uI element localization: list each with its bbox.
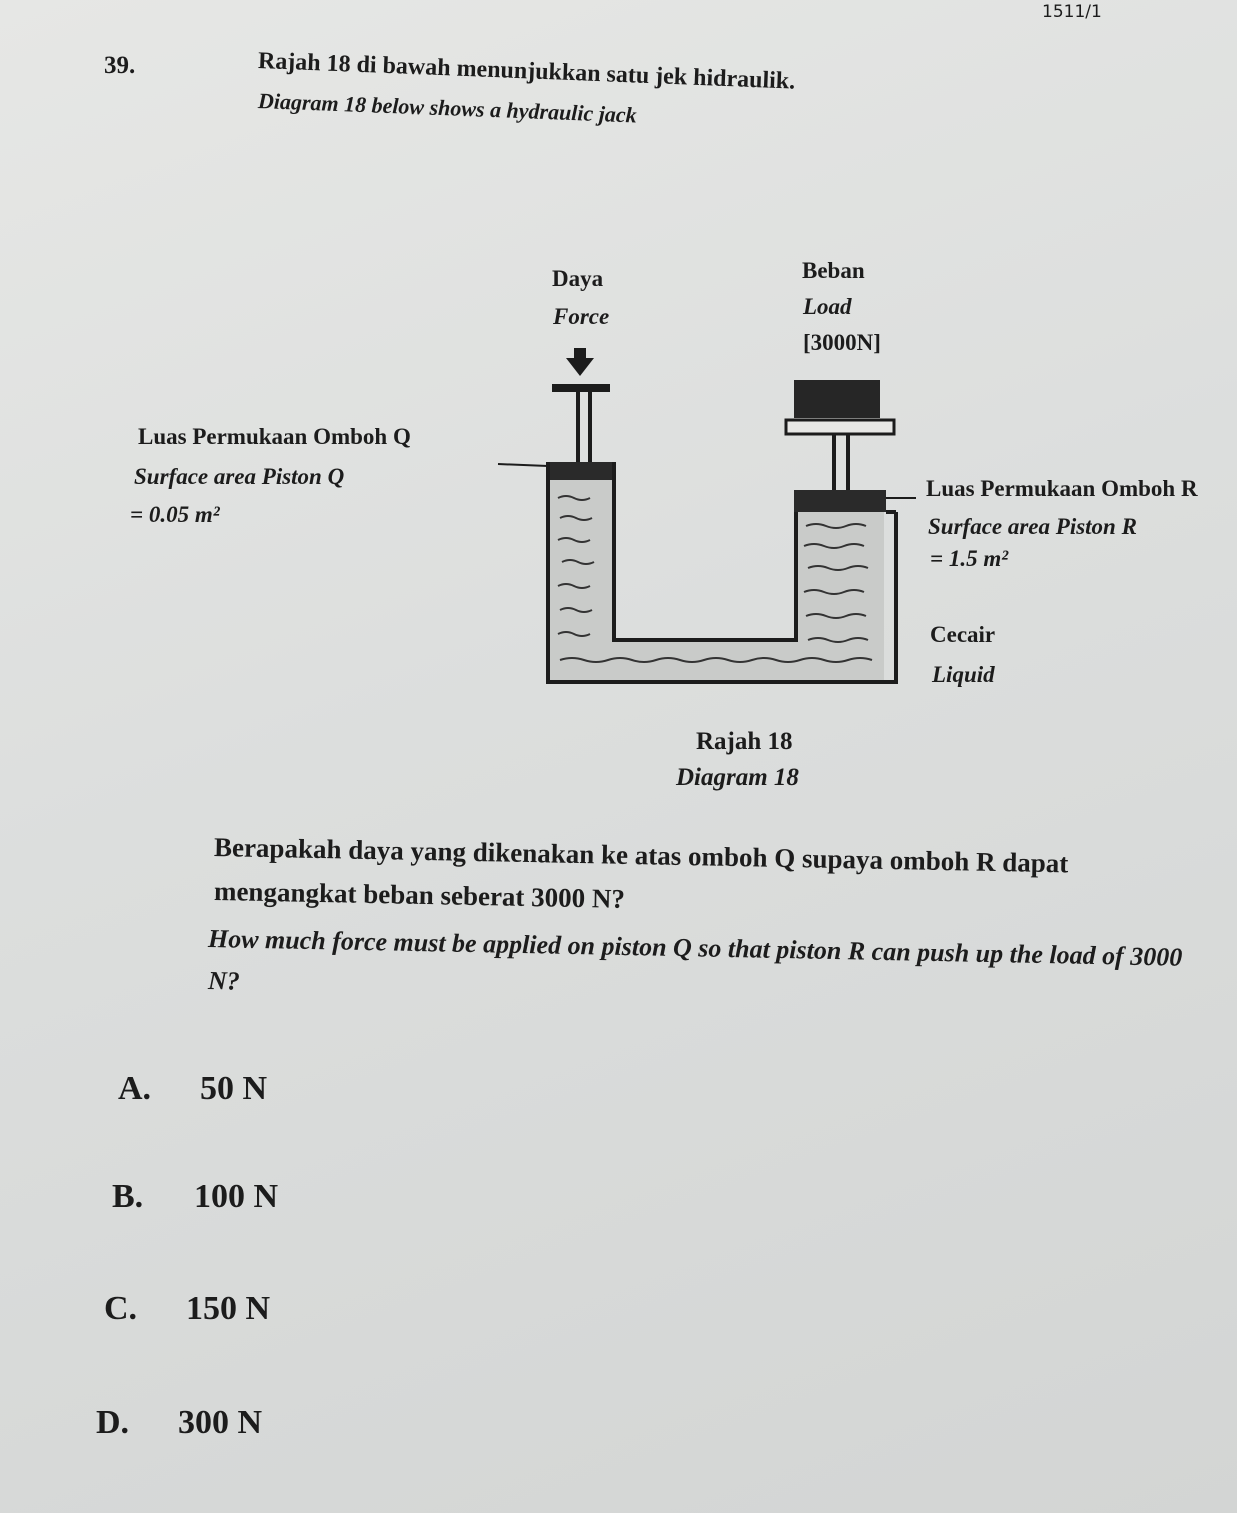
option-a-value: 50 N [200,1070,268,1107]
piston-r-area: = 1.5 m² [930,546,1009,571]
load-value: [3000N] [803,330,881,355]
piston-r [786,420,894,512]
question-number: 39. [104,52,136,79]
load-label-english: Load [803,294,852,319]
option-a-letter: A. [118,1070,152,1107]
piston-q [548,384,614,480]
hydraulic-jack-diagram [480,340,920,710]
option-c[interactable] [104,1290,270,1328]
piston-q-area: = 0.05 m² [130,502,220,527]
intro-english: Diagram 18 below shows a hydraulic jack [257,88,638,128]
option-b-letter: B. [112,1178,144,1215]
load-block [794,380,880,418]
piston-q-label-english: Surface area Piston Q [134,464,345,489]
option-c-letter: C. [104,1290,138,1327]
diagram-caption-english: Diagram 18 [676,764,799,791]
intro-malay: Rajah 18 di bawah menunjukkan satu jek hidraulik. [257,48,796,95]
piston-r-label-english: Surface area Piston R [928,514,1137,539]
option-b-value: 100 N [194,1178,279,1215]
option-a[interactable] [118,1070,267,1108]
force-label-english: Force [553,304,610,329]
liquid-label-english: Liquid [932,662,995,687]
page-code: 1511/1 [1042,2,1102,22]
force-label-malay: Daya [552,266,604,291]
question-text-english-line2: N? [207,966,241,996]
diagram-caption-malay: Rajah 18 [696,728,793,755]
option-b[interactable] [112,1178,278,1216]
piston-q-leader-line [498,464,548,466]
force-arrow-icon [566,348,594,376]
option-d-letter: D. [96,1404,130,1441]
option-d[interactable] [96,1404,262,1442]
option-d-value: 300 N [178,1404,263,1441]
piston-r-label-malay: Luas Permukaan Omboh R [926,476,1198,501]
liquid-label-malay: Cecair [930,622,996,647]
load-label-malay: Beban [802,258,865,283]
option-c-value: 150 N [186,1290,271,1327]
question-text-malay-line1: Berapakah daya yang dikenakan ke atas omboh Q supaya omboh R dapat [213,832,1069,879]
question-text-malay-line2: mengangkat beban seberat 3000 N? [213,876,626,914]
question-text-english-line1: How much force must be applied on piston Q so that piston R can push up the load of 3000 [207,924,1183,972]
piston-q-label-malay: Luas Permukaan Omboh Q [138,424,411,449]
